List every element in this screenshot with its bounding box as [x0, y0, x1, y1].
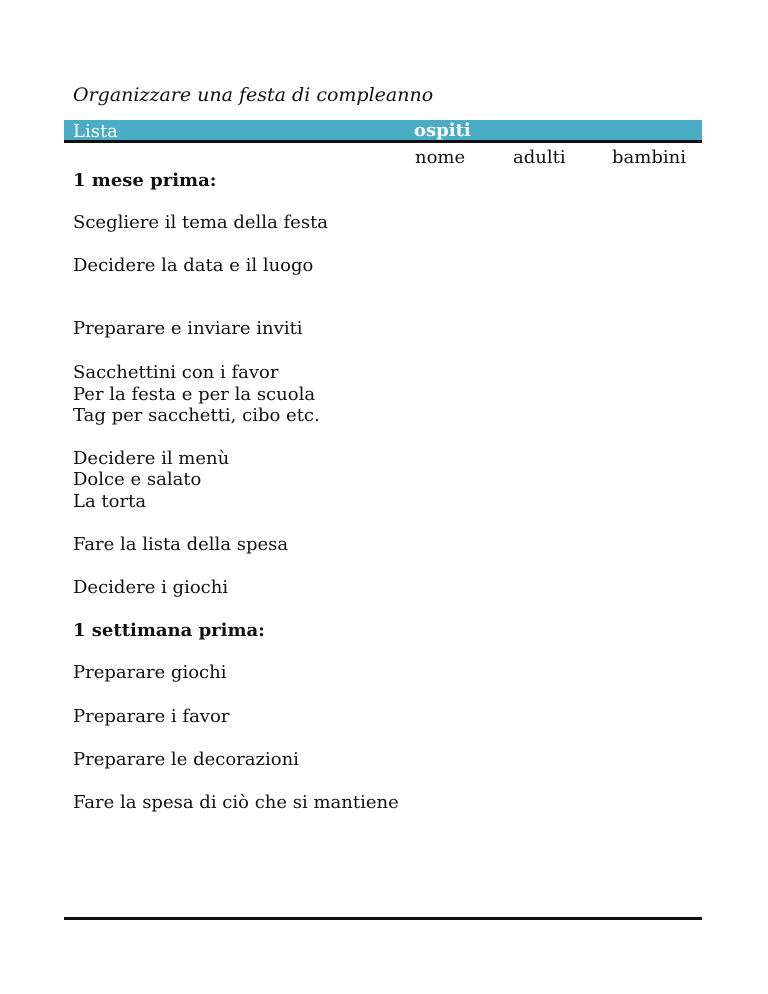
- checklist-item: Fare la spesa di ciò che si mantiene: [73, 792, 399, 813]
- checklist-item: Scegliere il tema della festa: [73, 212, 329, 233]
- guest-column-nome: nome: [415, 147, 466, 168]
- guest-column-bambini: bambini: [612, 147, 686, 168]
- checklist-item: Sacchettini con i favor: [73, 362, 279, 383]
- checklist-item: La torta: [73, 491, 147, 512]
- checklist-item: Preparare le decorazioni: [73, 749, 299, 770]
- checklist-heading: 1 mese prima:: [73, 170, 217, 191]
- checklist-item: Dolce e salato: [73, 469, 202, 490]
- checklist-item: Per la festa e per la scuola: [73, 384, 316, 405]
- header-band: [64, 120, 702, 143]
- band-label-ospiti: ospiti: [414, 120, 471, 141]
- checklist-item: Decidere la data e il luogo: [73, 255, 314, 276]
- guest-column-adulti: adulti: [513, 147, 566, 168]
- checklist-item: Fare la lista della spesa: [73, 534, 289, 555]
- checklist-item: Preparare i favor: [73, 706, 230, 727]
- checklist-item: Preparare e inviare inviti: [73, 318, 303, 339]
- band-label-lista: Lista: [73, 121, 118, 142]
- checklist-item: Decidere i giochi: [73, 577, 229, 598]
- checklist-item: Decidere il menù: [73, 448, 230, 469]
- bottom-rule: [64, 917, 702, 920]
- document-title: Organizzare una festa di compleanno: [73, 84, 434, 106]
- checklist-heading: 1 settimana prima:: [73, 620, 265, 641]
- checklist-item: Preparare giochi: [73, 662, 227, 683]
- checklist-item: Tag per sacchetti, cibo etc.: [73, 405, 320, 426]
